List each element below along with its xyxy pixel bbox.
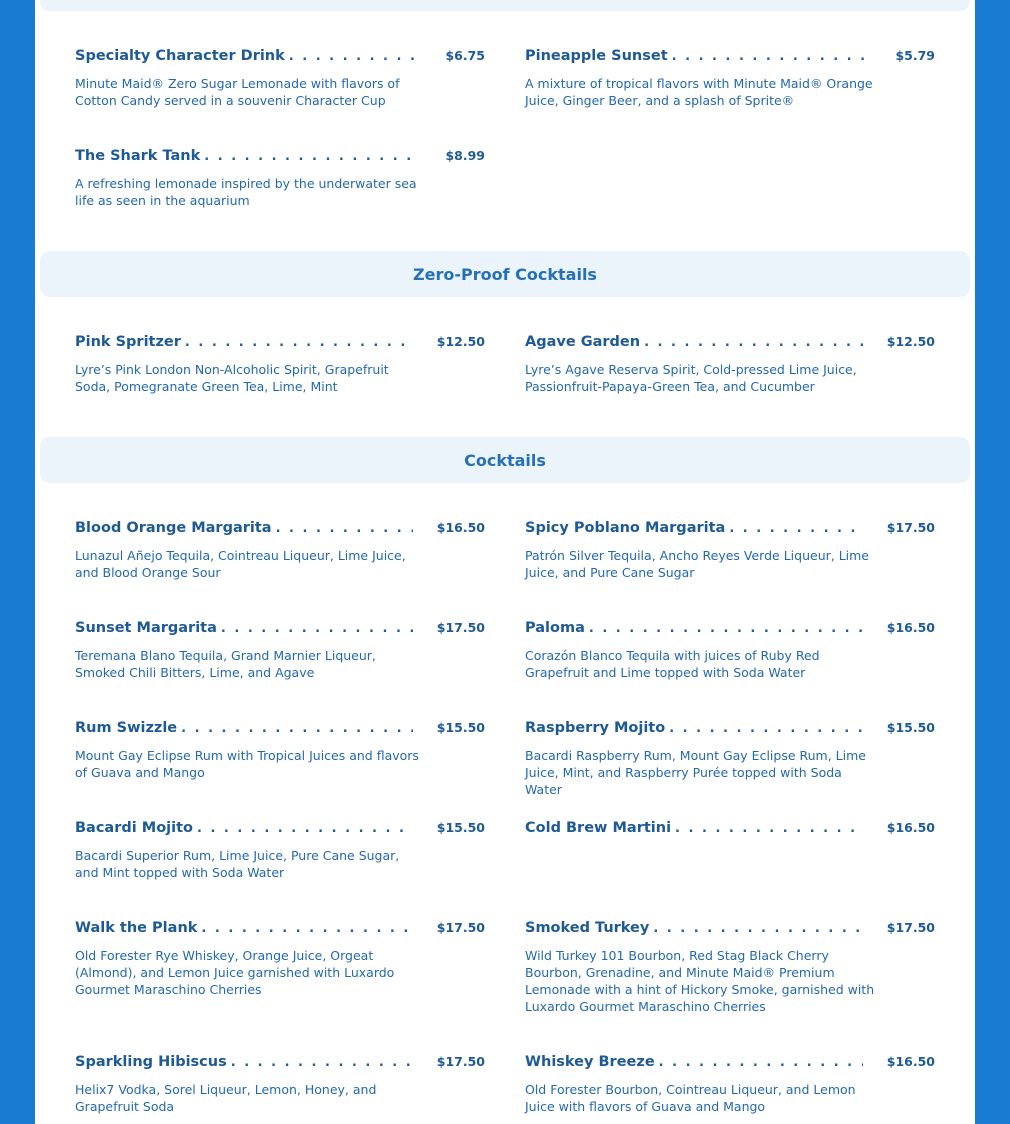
item-description: Bacardi Superior Rum, Lime Juice, Pure Cane Sugar, and Mint topped with Soda Water (75, 848, 400, 880)
section-header-top (40, 0, 970, 11)
item-description: Old Forester Rye Whiskey, Orange Juice, Orgeat (Almond), and Lemon Juice garnished with Luxardo Gourmet Maraschino Cherries (75, 948, 395, 997)
item-name: Specialty Character Drink (75, 48, 285, 64)
item-name: Blood Orange Margarita (75, 520, 272, 536)
menu-item-sparkling-hibiscus (75, 1054, 485, 1115)
item-name: Pineapple Sunset (525, 48, 668, 64)
item-description: Helix7 Vodka, Sorel Liqueur, Lemon, Honey, and Grapefruit Soda (75, 1082, 377, 1114)
menu-item-cold-brew-martini (525, 820, 935, 840)
dot-leader (669, 721, 863, 736)
dot-leader (589, 621, 863, 636)
item-description: Lyre’s Agave Reserva Spirit, Cold-pressed Lime Juice, Passionfruit-Papaya-Green Tea, and Cucumber (525, 362, 857, 394)
dot-leader (675, 821, 863, 836)
menu-item-walk-the-plank (75, 920, 485, 998)
item-price: $15.50 (886, 720, 935, 735)
dot-leader (197, 821, 413, 836)
item-description: Mount Gay Eclipse Rum with Tropical Juices and flavors of Guava and Mango (75, 748, 419, 780)
item-price: $17.50 (886, 920, 935, 935)
item-price: $12.50 (886, 334, 935, 349)
dot-leader (644, 335, 863, 350)
menu-item-smoked-turkey (525, 920, 935, 1015)
item-name: Agave Garden (525, 334, 641, 350)
menu-item-sunset-margarita (75, 620, 485, 681)
section-header-cocktails: Cocktails (40, 437, 970, 483)
item-description: Bacardi Raspberry Rum, Mount Gay Eclipse Rum, Lime Juice, Mint, and Raspberry Purée topped with Soda Water (525, 748, 866, 797)
item-name: Spicy Poblano Margarita (525, 520, 726, 536)
item-description: Teremana Blano Tequila, Grand Marnier Liqueur, Smoked Chili Bitters, Lime, and Agave (75, 648, 376, 680)
dot-leader (653, 921, 862, 936)
item-name: Raspberry Mojito (525, 720, 666, 736)
item-price: $15.50 (436, 820, 485, 835)
dot-leader (659, 1055, 863, 1070)
dot-leader (201, 921, 412, 936)
section-header-zero-proof: Zero-Proof Cocktails (40, 251, 970, 297)
item-description: Patrón Silver Tequila, Ancho Reyes Verde Liqueur, Lime Juice, and Pure Cane Sugar (525, 548, 870, 580)
item-price: $16.50 (886, 1054, 935, 1069)
menu-item-pineapple-sunset (525, 48, 935, 109)
dot-leader (672, 49, 872, 64)
item-description: Corazón Blanco Tequila with juices of Ruby Red Grapefruit and Lime topped with Soda Water (525, 648, 820, 680)
menu-item-bacardi-mojito (75, 820, 485, 881)
item-name: Pink Spritzer (75, 334, 181, 350)
dot-leader (185, 335, 413, 350)
dot-leader (289, 49, 422, 64)
item-description: Lunazul Añejo Tequila, Cointreau Liqueur, Lime Juice, and Blood Orange Sour (75, 548, 406, 580)
menu-item-the-shark-tank (75, 148, 485, 209)
item-price: $17.50 (436, 920, 485, 935)
menu-item-blood-orange-margarita (75, 520, 485, 581)
menu-item-whiskey-breeze (525, 1054, 935, 1115)
menu-item-raspberry-mojito (525, 720, 935, 798)
menu-item-agave-garden (525, 334, 935, 395)
item-price: $15.50 (436, 720, 485, 735)
dot-leader (181, 721, 413, 736)
item-name: Whiskey Breeze (525, 1054, 655, 1070)
item-price: $16.50 (886, 820, 935, 835)
item-description: A refreshing lemonade inspired by the underwater sea life as seen in the aquarium (75, 176, 417, 208)
item-name: Sparkling Hibiscus (75, 1054, 227, 1070)
dot-leader (231, 1055, 413, 1070)
item-name: Bacardi Mojito (75, 820, 193, 836)
item-name: Smoked Turkey (525, 920, 650, 936)
item-name: Cold Brew Martini (525, 820, 672, 836)
item-price: $16.50 (886, 620, 935, 635)
item-name: Sunset Margarita (75, 620, 217, 636)
item-description: Old Forester Bourbon, Cointreau Liqueur, and Lemon Juice with flavors of Guava and Mango (525, 1082, 856, 1114)
item-description: A mixture of tropical flavors with Minute Maid® Orange Juice, Ginger Beer, and a splash of Sprite® (525, 76, 873, 108)
dot-leader (221, 621, 413, 636)
item-name: The Shark Tank (75, 148, 201, 164)
dot-leader (729, 521, 862, 536)
item-price: $17.50 (886, 520, 935, 535)
item-name: Paloma (525, 620, 585, 636)
menu-item-rum-swizzle (75, 720, 485, 781)
menu-panel (35, 0, 975, 1124)
item-price: $5.79 (895, 48, 935, 63)
item-price: $17.50 (436, 620, 485, 635)
item-price: $16.50 (436, 520, 485, 535)
menu-item-paloma (525, 620, 935, 681)
item-name: Rum Swizzle (75, 720, 178, 736)
item-description: Wild Turkey 101 Bourbon, Red Stag Black Cherry Bourbon, Grenadine, and Minute Maid® Premium Lemonade with a hint of Hickory Smoke, garnished with Luxardo Gourmet Maraschino Cherries (525, 948, 875, 1014)
menu-item-pink-spritzer (75, 334, 485, 395)
item-price: $6.75 (445, 48, 485, 63)
dot-leader (204, 149, 421, 164)
item-name: Walk the Plank (75, 920, 198, 936)
dot-leader (276, 521, 413, 536)
item-price: $8.99 (445, 148, 485, 163)
menu-item-specialty-character-drink (75, 48, 485, 109)
item-description: Minute Maid® Zero Sugar Lemonade with flavors of Cotton Candy served in a souvenir Character Cup (75, 76, 400, 108)
menu-item-spicy-poblano-margarita (525, 520, 935, 581)
item-price: $12.50 (436, 334, 485, 349)
item-description: Lyre’s Pink London Non-Alcoholic Spirit, Grapefruit Soda, Pomegranate Green Tea, Lime, Mint (75, 362, 389, 394)
item-price: $17.50 (436, 1054, 485, 1069)
